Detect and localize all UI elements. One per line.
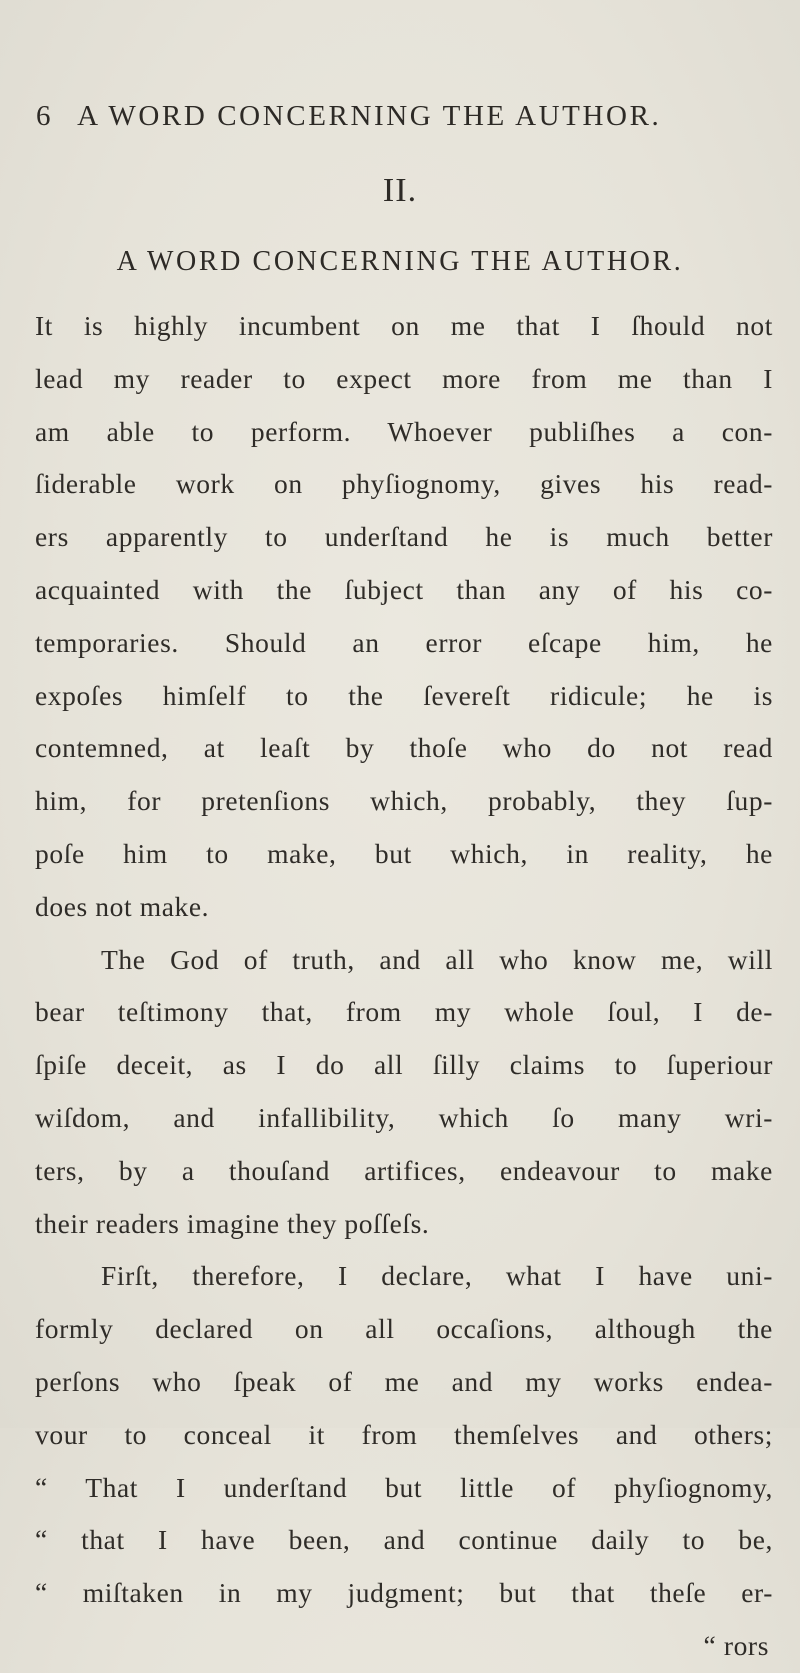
running-head [36,100,776,133]
text-line: “ that I have been, and continue daily to be, [35,1524,773,1556]
body-text [35,300,773,1673]
text-line: wiſdom, and infallibility, which ſo many wri- [35,1101,773,1133]
text-line: ſiderable work on phyſiognomy, gives his read- [35,468,773,500]
text-line: Firſt, therefore, I declare, what I have uni- [101,1260,773,1292]
chapter-title: A WORD CONCERNING THE AUTHOR. [116,246,684,277]
text-line: It is highly incumbent on me that I ſhould not [35,310,773,341]
text-line: The God of truth, and all who know me, will [101,943,773,975]
catchword: “ rors [703,1629,769,1661]
text-line: am able to perform. Whoever publiſhes a con- [35,415,773,447]
page-number: 6 [36,100,54,132]
text-line: their readers imagine they poſſeſs. [35,1207,430,1239]
text-line: perſons who ſpeak of me and my works endea- [35,1365,773,1397]
text-line: acquainted with the ſubject than any of his co- [35,573,773,605]
text-line: vour to conceal it from themſelves and others; [35,1418,773,1450]
text-line: formly declared on all occaſions, although the [35,1313,773,1345]
text-line: “ That I underſtand but little of phyſiognomy, [35,1471,773,1503]
chapter-number: II. [382,172,418,209]
text-line: temporaries. Should an error eſcape him, he [35,626,773,658]
text-line: “ miſtaken in my judgment; but that theſe er- [35,1577,773,1609]
text-line: him, for pretenſions which, probably, they ſup- [35,785,773,817]
text-line: lead my reader to expect more from me than I [35,362,773,394]
text-line: does not make. [35,890,210,922]
text-line: poſe him to make, but which, in reality, he [35,837,773,869]
text-line: expoſes himſelf to the ſevereſt ridicule; he is [35,679,773,711]
text-line: contemned, at leaſt by thoſe who do not read [35,732,773,764]
text-line: ers apparently to underſtand he is much better [35,521,773,553]
text-line: ſpiſe deceit, as I do all ſilly claims to ſuperiour [35,1049,773,1081]
text-line: ters, by a thouſand artifices, endeavour to make [35,1154,773,1186]
running-head-title: A WORD CONCERNING THE AUTHOR. [77,100,662,132]
text-line: bear teſtimony that, from my whole ſoul, I de- [35,996,773,1028]
